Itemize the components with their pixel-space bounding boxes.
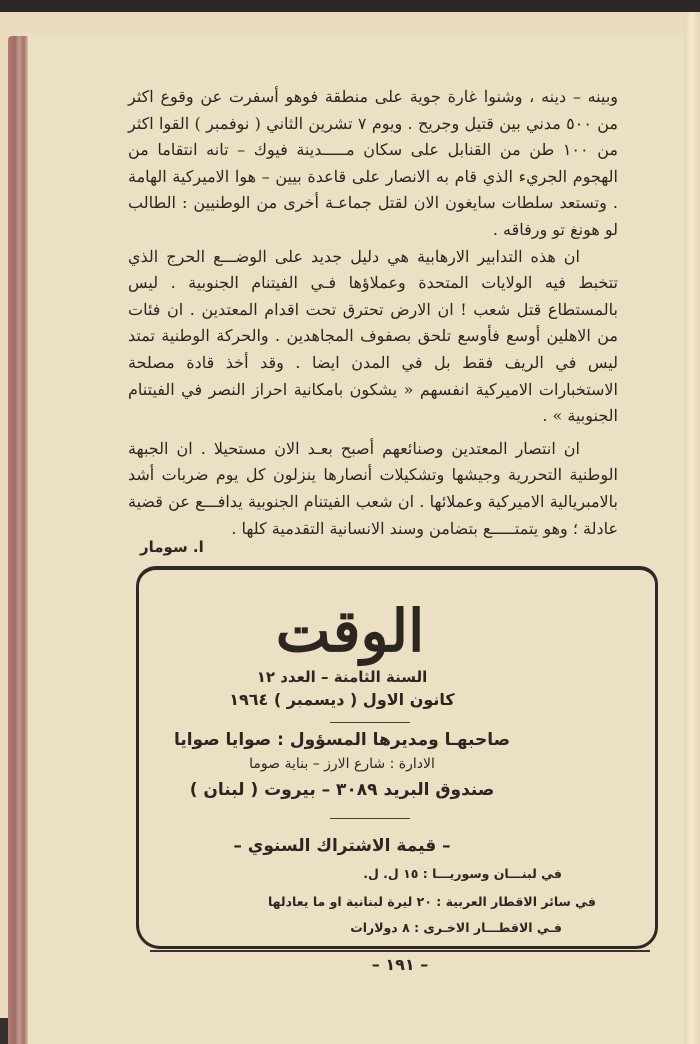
page-number: – ١٩١ –: [371, 955, 429, 974]
subscription-rate-other-countries: فـي الاقطـــار الاخـرى : ٨ دولارات: [350, 920, 562, 935]
administration-address: الادارة : شارع الارز – بناية صوما: [249, 756, 435, 772]
article-body: [128, 84, 618, 542]
page-spine-edge: [8, 36, 28, 1044]
year-issue: السنة الثامنة – العدد ١٢: [256, 668, 428, 686]
article-paragraph-3: ان انتصار المعتدين وصنائعهم أصبح بعـد الان مستحيلا . ان الجبهة الوطنية التحررية وجيشها وتشكيلات أنصارها ينزلون كل يوم ضربات أشد بالامبريالية الاميركية وعملائها . ان شعب الفيتنام الجنوبية يدافـــع عن قضية عادلة ؛ وهو يتمتـــــع بتضامن وسند الانسانية التقدمية كلها .: [128, 438, 618, 538]
article-signature: ا. سومار: [140, 538, 204, 556]
owner-editor: صاحبهـا ومديرها المسؤول : صوايا صوايا: [173, 730, 511, 750]
scan-background-top: [0, 0, 700, 12]
page-right-edge: [684, 12, 700, 1044]
article-paragraph-1: وبينه – دينه ، وشنوا غارة جوية على منطقة فوهو أسفرت عن وقوع اكثر من ٥٠٠ مدني بين قتيل وجريح . ويوم ٧ تشرين الثاني ( نوفمبر ) القوا اكثر من ١٠٠ طن من القنابل على سكان مـــــدينة فيوك – تانه انتقاما من الهجوم الجريء الذي قام به الانصار على قاعدة بيين – هوا الاميركية الهامة . وتستعد سلطات سايغون الان لقتل جماعـة أخرى من الوطنيين : الطالب لو هونغ تو ورفاقه .: [128, 87, 619, 239]
magazine-title: الوقت: [275, 597, 425, 665]
po-box: صندوق البريد ٣٠٨٩ – بيروت ( لبنان ): [189, 780, 495, 800]
divider: [330, 722, 410, 723]
subscription-rate-lebanon-syria: في لبنـــان وسوريـــا : ١٥ ل. ل.: [363, 866, 562, 881]
article-paragraph-2: ان هذه التدابير الارهابية هي دليل جديد على الوضـــع الحرج الذي تتخبط فيه الولايات المتحدة وعملاؤها فـي الفيتنام الجنوبية . ليس بالمستطاع قتل شعب ! ان الارض تحترق تحت اقدام المعتدين . ان فئات من الاهلين أوسع فأوسع تلحق بصفوف المجاهدين . والحركة الوطنية تمتد ليس في الريف فقط بل في المدن ايضا . وقد أخذ قادة مصلحة الاستخبارات الاميركية انفسهم « يشكون بامكانية احراز النصر في الفيتنام الجنوبية » .: [128, 246, 619, 426]
subscription-rate-arab-countries: في سائر الاقطار العربية : ٢٠ ليرة لبنانية او ما يعادلها: [267, 894, 596, 909]
divider: [330, 818, 410, 819]
footer-rule: [150, 950, 650, 952]
issue-date: كانون الاول ( ديسمبر ) ١٩٦٤: [229, 690, 455, 709]
subscription-title: – قيمة الاشتراك السنوي –: [233, 836, 451, 856]
